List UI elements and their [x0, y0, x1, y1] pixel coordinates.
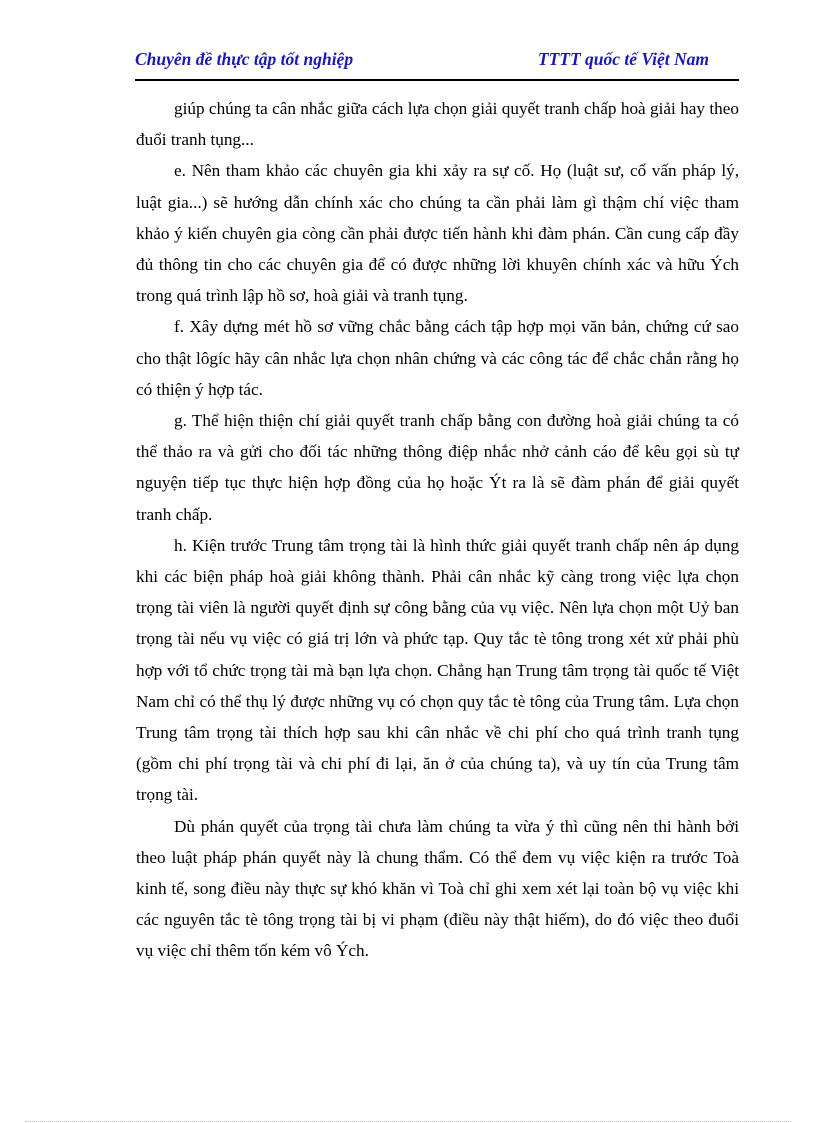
paragraph-continuation: giúp chúng ta cân nhắc giữa cách lựa chọn giải quyết tranh chấp hoà giải hay theo đuổi tranh tụng...	[136, 99, 739, 150]
page-header	[135, 46, 739, 74]
header-organization: TTTT quốc tế Việt Nam	[537, 49, 709, 69]
paragraph-conclusion: Dù phán quyết của trọng tài chưa làm chúng ta vừa ý thì cũng nên thi hành bởi theo luật pháp phán quyết này là chung thẩm. Có thể đem vụ việc kiện ra trước Toà kinh tế, song điều này thực sự khó khăn vì Toà chỉ ghi xem xét lại toàn bộ vụ việc khi các nguyên tắc tè tông trọng tài bị vi phạm (điều này thật hiếm), do đó việc theo đuổi vụ việc chỉ thêm tốn kém vô Ých.	[136, 816, 739, 961]
header-divider	[135, 79, 739, 81]
paragraph-item-h: h. Kiện trước Trung tâm trọng tài là hình thức giải quyết tranh chấp nên áp dụng khi các biện pháp hoà giải không thành. Phải cân nhắc kỹ càng trong việc lựa chọn trọng tài viên là người quyết định sự công bằng của vụ việc. Nên lựa chọn một Uỷ ban trọng tài nếu vụ việc có giá trị lớn và phức tạp. Quy tắc tè tông trong xét xử phải phù hợp với tổ chức trọng tài mà bạn lựa chọn. Chẳng hạn Trung tâm trọng tài quốc tế Việt Nam chỉ có thể thụ lý được những vụ có chọn quy tắc tè tông của Trung tâm. Lựa chọn Trung tâm trọng tài thích hợp sau khi cân nhắc về chi phí cho quá trình tranh tụng (gồm chi phí trọng tài và chi phí đi lại, ăn ở của chúng ta), và uy tín của Trung tâm trọng tài.	[136, 535, 739, 805]
paragraph-item-f: f. Xây dựng mét hồ sơ vững chắc bằng cách tập hợp mọi văn bản, chứng cứ sao cho thật lôgíc hãy cân nhắc lựa chọn nhân chứng và các công tác để chắc chắn rằng họ có thiện ý hợp tác.	[136, 317, 739, 399]
paragraph-item-e: e. Nên tham khảo các chuyên gia khi xảy ra sự cố. Họ (luật sư, cố vấn pháp lý, luật gia...) sẽ hướng dẫn chính xác cho chúng ta cần phải làm gì thậm chí việc tham khảo ý kiến chuyên gia còng cần phải được tiến hành khi đàm phán. Cần cung cấp đầy đủ thông tin cho các chuyên gia để có được những lời khuyên chính xác và hữu Ých trong quá trình lập hồ sơ, hoà giải và tranh tụng.	[136, 161, 739, 306]
page-body	[136, 93, 739, 967]
footer-divider	[25, 1121, 791, 1122]
header-document-title: Chuyên đề thực tập tốt nghiệp	[135, 49, 354, 69]
paragraph-item-g: g. Thể hiện thiện chí giải quyết tranh chấp bằng con đường hoà giải chúng ta có thể thảo ra và gửi cho đối tác những thông điệp nhắc nhở cảnh cáo để kêu gọi sù tự nguyện tiếp tục thực hiện hợp đồng của họ hoặc Ýt ra là sẽ đàm phán để giải quyết tranh chấp.	[136, 411, 739, 524]
